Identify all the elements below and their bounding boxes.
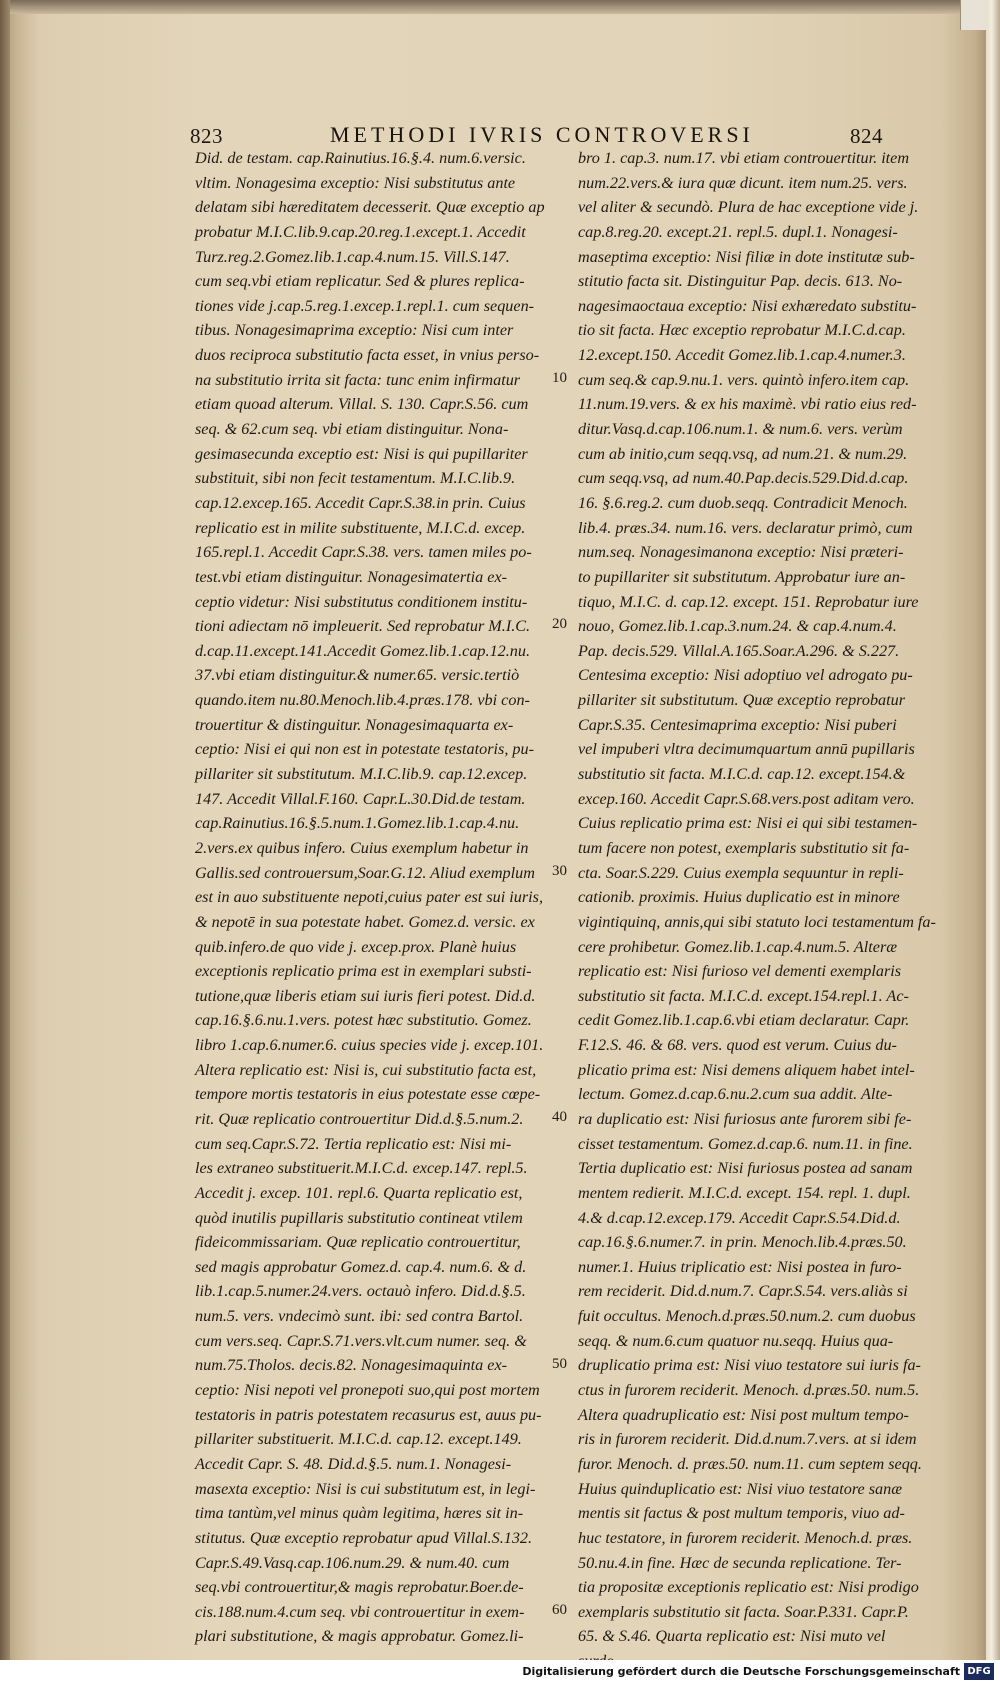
text-line: 37.vbi etiam distinguitur.& numer.65. versic.tertiò	[195, 666, 520, 685]
text-line: ra duplicatio est: Nisi furiosus ante furorem sibi fe-	[578, 1109, 912, 1128]
text-line: cap.16.§.6.nu.1.vers. potest hæc substitutio. Gomez.	[195, 1011, 532, 1030]
text-line: cationib. proximis. Huius duplicatio est in minore	[578, 888, 900, 907]
text-line: est in auo substituente nepoti,cuius pater est sui iuris,	[195, 888, 544, 907]
text-line: num.seq. Nonagesimanona exceptio: Nisi præteri-	[578, 543, 904, 562]
text-line: rit. Quæ replicatio controuertitur Did.d.§.5.num.2.	[195, 1109, 524, 1128]
text-line: exceptionis replicatio prima est in exemplari substi-	[195, 962, 532, 981]
digitization-footer	[0, 1660, 1000, 1684]
text-line: Altera replicatio est: Nisi is, cui substitutio facta est,	[195, 1060, 537, 1079]
text-line: 50.nu.4.in fine. Hæc de secunda replicatione. Ter-	[578, 1553, 902, 1572]
footer-credit-text: Digitalisierung gefördert durch die Deutsche Forschungsgemeinschaft	[522, 1665, 960, 1678]
text-line: ceptio videtur: Nisi substitutus conditionem institu-	[195, 592, 528, 611]
text-line: tio sit facta. Hæc exceptio reprobatur M.I.C.d.cap.	[578, 321, 906, 340]
text-line: F.12.S. 46. & 68. vers. quod est verum. Cuius du-	[578, 1036, 897, 1055]
text-line: num.5. vers. vndecimò sunt. ibi: sed contra Bartol.	[195, 1307, 524, 1326]
text-line: pillariter sit substitutum. M.I.C.lib.9. cap.12.excep.	[195, 765, 528, 784]
text-line: na substitutio irrita sit facta: tunc enim infirmatur	[195, 370, 521, 389]
text-line: bro 1. cap.3. num.17. vbi etiam controuertitur. item	[578, 149, 910, 167]
text-line: delatam sibi hæreditatem decesserit. Quæ exceptio ap	[195, 198, 545, 217]
text-line: num.22.vers.& iura quæ dicunt. item num.25. vers.	[578, 173, 908, 192]
page-right-edge	[986, 0, 1000, 1660]
text-line: etiam quoad alterum. Villal. S. 130. Capr.S.56. cum	[195, 395, 529, 414]
text-line: rem reciderit. Did.d.num.7. Capr.S.54. vers.aliàs si	[578, 1282, 908, 1301]
text-line: cap.12.excep.165. Accedit Capr.S.38.in prin. Cuius	[195, 493, 526, 512]
line-number: 20	[552, 616, 567, 633]
text-line: duos reciproca substitutio facta esset, in vnius perso-	[195, 346, 540, 365]
text-line: replicatio est: Nisi furioso vel dementi exemplaris	[578, 962, 902, 981]
text-line: quando.item nu.80.Menoch.lib.4.præs.178. vbi con-	[195, 691, 530, 710]
text-line: exemplaris substitutio sit facta. Soar.P.331. Capr.P.	[578, 1602, 909, 1621]
text-line: Huius quinduplicatio est: Nisi viuo testatore sanæ	[578, 1479, 903, 1498]
text-line: stitutus. Quæ exceptio reprobatur apud Villal.S.132.	[195, 1528, 533, 1547]
text-line: sed magis approbatur Gomez.d. cap.4. num.6. & d.	[195, 1257, 527, 1276]
text-line: ceptio: Nisi ei qui non est in potestate testatoris, pu-	[195, 740, 535, 759]
text-line: tioni adiectam nō impleuerit. Sed reprobatur M.I.C.	[195, 617, 531, 636]
text-line: cum seqq.vsq, ad num.40.Pap.decis.529.Did.d.cap.	[578, 469, 909, 488]
text-line: excep.160. Accedit Capr.S.68.vers.post aditam vero.	[578, 789, 915, 808]
text-line: 16. §.6.reg.2. cum duob.seqq. Contradicit Menoch.	[578, 493, 908, 512]
text-line: trouertitur & distinguitur. Nonagesimaquarta ex-	[195, 715, 514, 734]
text-line: cedit Gomez.lib.1.cap.6.vbi etiam declaratur. Capr.	[578, 1011, 910, 1030]
text-line: masexta exceptio: Nisi is cui substitutum est, in legi-	[195, 1479, 536, 1498]
text-line: cap.16.§.6.numer.7. in prin. Menoch.lib.4.præs.50.	[578, 1233, 907, 1252]
text-line: 11.num.19.vers. & ex his maximè. vbi ratio eius red-	[578, 395, 917, 414]
text-line: substitutio sit facta. M.I.C.d. cap.12. except.154.&	[578, 765, 906, 784]
text-line: test.vbi etiam distinguitur. Nonagesimatertia ex-	[195, 567, 508, 586]
text-line: mentem redierit. M.I.C.d. except. 154. repl. 1. dupl.	[578, 1183, 911, 1202]
text-line: seq.vbi controuertitur,& magis reprobatur.Boer.de-	[195, 1578, 524, 1597]
text-line: tibus. Nonagesimaprima exceptio: Nisi cum inter	[195, 321, 514, 340]
text-line: 147. Accedit Villal.F.160. Capr.L.30.Did.de testam.	[195, 789, 526, 808]
text-line: 4.& d.cap.12.excep.179. Accedit Capr.S.54.Did.d.	[578, 1208, 901, 1227]
left-text-column	[195, 146, 547, 1649]
text-line: furor. Menoch. d. præs.50. num.11. cum septem seqq.	[578, 1454, 922, 1473]
text-line: quòd inutilis pupillaris substitutio contineat vtilem	[195, 1208, 523, 1227]
text-line: 2.vers.ex quibus infero. Cuius exemplum habetur in	[195, 838, 529, 857]
text-line: gesimasecunda exceptio est: Nisi is qui pupillariter	[195, 444, 528, 463]
text-line: libro 1.cap.6.numer.6. cuius species vide j. excep.101.	[195, 1036, 544, 1055]
text-line: d.cap.11.except.141.Accedit Gomez.lib.1.cap.12.nu.	[195, 641, 531, 660]
text-line: Tertia duplicatio est: Nisi furiosus postea ad sanam	[578, 1159, 913, 1178]
text-line: plicatio prima est: Nisi demens aliquem habet intel-	[578, 1060, 915, 1079]
text-line: vigintiquinq, annis,qui sibi statuto loci testamentum fa-	[578, 912, 936, 931]
text-line: cta. Soar.S.229. Cuius exempla sequuntur in repli-	[578, 863, 904, 882]
text-line: 12.except.150. Accedit Gomez.lib.1.cap.4.numer.3.	[578, 346, 906, 365]
line-number: 50	[552, 1355, 567, 1372]
text-line: mentis sit factus & post multum temporis, viuo ad-	[578, 1504, 905, 1523]
text-line: ris in furorem reciderit. Did.d.num.7.vers. at si idem	[578, 1430, 917, 1449]
text-line: cum ab initio,cum seqq.vsq, ad num.21. & num.29.	[578, 444, 908, 463]
text-line: fuit occultus. Menoch.d.præs.50.num.2. cum duobus	[578, 1307, 916, 1326]
text-line: substituit, sibi non fecit testamentum. M.I.C.lib.9.	[195, 469, 516, 488]
text-line: les extraneo substituerit.M.I.C.d. excep.147. repl.5.	[195, 1159, 528, 1178]
text-line: huc testatore, in furorem reciderit. Menoch.d. præs.	[578, 1528, 913, 1547]
text-line: cum seq.vbi etiam replicatur. Sed & plures replica-	[195, 272, 525, 291]
text-line: tum facere non potest, exemplaris substitutio sit fa-	[578, 838, 910, 857]
text-line: tempore mortis testatoris in eius potestate esse cœpe-	[195, 1085, 541, 1104]
text-line: ceptio: Nisi nepoti vel pronepoti suo,qui post mortem	[195, 1381, 540, 1400]
text-line: 165.repl.1. Accedit Capr.S.38. vers. tamen miles po-	[195, 543, 532, 562]
text-line: ditur.Vasq.d.cap.106.num.1. & num.6. vers. verùm	[578, 420, 903, 439]
text-line: substitutio sit facta. M.I.C.d. except.154.repl.1. Ac-	[578, 986, 909, 1005]
text-line: Accedit j. excep. 101. repl.6. Quarta replicatio est,	[195, 1183, 523, 1202]
line-number: 40	[552, 1109, 567, 1126]
text-line: cap.Rainutius.16.§.5.num.1.Gomez.lib.1.cap.4.nu.	[195, 814, 520, 833]
text-line: Turz.reg.2.Gomez.lib.1.cap.4.num.15. Vill.S.147.	[195, 247, 510, 266]
text-line: vel impuberi vltra decimumquartum annū pupillaris	[578, 740, 915, 759]
text-line: stitutio facta sit. Distinguitur Pap. decis. 613. No-	[578, 272, 903, 291]
text-line: tutione,quæ liberis etiam sui iuris fieri potest. Did.d.	[195, 986, 536, 1005]
text-line: Did. de testam. cap.Rainutius.16.§.4. num.6.versic.	[195, 149, 526, 167]
text-line: quib.infero.de quo vide j. excep.prox. Planè huius	[195, 937, 517, 956]
text-line: tima tantùm,vel minus quàm legitima, hæres sit in-	[195, 1504, 524, 1523]
right-text-column	[578, 146, 936, 1674]
text-line: cum vers.seq. Capr.S.71.vers.vlt.cum numer. seq. &	[195, 1331, 527, 1350]
text-line: lib.1.cap.5.numer.24.vers. octauò infero. Did.d.§.5.	[195, 1282, 526, 1301]
line-number: 60	[552, 1602, 567, 1619]
line-number: 30	[552, 862, 567, 879]
text-line: cum seq.& cap.9.nu.1. vers. quintò infero.item cap.	[578, 370, 910, 389]
text-line: vltim. Nonagesima exceptio: Nisi substitutus ante	[195, 173, 516, 192]
folio-left: 823	[190, 124, 223, 148]
text-line: lectum. Gomez.d.cap.6.nu.2.cum sua addit. Alte-	[578, 1085, 893, 1104]
text-line: nouo, Gomez.lib.1.cap.3.num.24. & cap.4.num.4.	[578, 617, 897, 636]
text-line: tia propositæ exceptionis replicatio est: Nisi prodigo	[578, 1578, 919, 1597]
page-gutter-edge	[0, 0, 10, 1660]
text-line: pillariter substituerit. M.I.C.d. cap.12. except.149.	[195, 1430, 522, 1449]
text-line: Gallis.sed controuersum,Soar.G.12. Aliud exemplum	[195, 863, 535, 882]
text-line: Pap. decis.529. Villal.A.165.Soar.A.296. & S.227.	[578, 641, 900, 660]
text-line: fideicommissariam. Quæ replicatio controuertitur,	[195, 1233, 521, 1252]
text-line: Capr.S.35. Centesimaprima exceptio: Nisi puberi	[578, 715, 897, 734]
text-line: seqq. & num.6.cum quatuor nu.seqq. Huius qua-	[578, 1331, 894, 1350]
page-top-edge	[0, 0, 1000, 14]
text-line: replicatio est in milite substituente, M.I.C.d. excep.	[195, 518, 526, 537]
text-line: seq. & 62.cum seq. vbi etiam distinguitur. Nona-	[195, 420, 509, 439]
text-line: nagesimaoctaua exceptio: Nisi exhæredato substitu-	[578, 296, 917, 315]
text-line: Accedit Capr. S. 48. Did.d.§.5. num.1. Nonagesi-	[195, 1454, 512, 1473]
text-line: testatoris in patris potestatem recasurus est, auus pu-	[195, 1405, 542, 1424]
text-line: num.75.Tholos. decis.82. Nonagesimaquinta ex-	[195, 1356, 508, 1375]
text-line: plari substitutione, & magis approbatur. Gomez.li-	[195, 1627, 524, 1646]
text-line: numer.1. Huius triplicatio est: Nisi postea in furo-	[578, 1257, 902, 1276]
text-line: to pupillariter sit substitutum. Approbatur iure an-	[578, 567, 906, 586]
text-line: vel aliter & secundò. Plura de hac exceptione vide j.	[578, 198, 919, 217]
text-line: cap.8.reg.20. except.21. repl.5. dupl.1. Nonagesi-	[578, 222, 898, 241]
text-line: druplicatio prima est: Nisi viuo testatore sui iuris fa-	[578, 1356, 921, 1375]
text-line: 65. & S.46. Quarta replicatio est: Nisi muto vel	[578, 1627, 886, 1646]
text-line: ctus in furorem reciderit. Menoch. d.præs.50. num.5.	[578, 1381, 920, 1400]
text-line: lib.4. præs.34. num.16. vers. declaratur primò, cum	[578, 518, 913, 537]
text-line: Altera quadruplicatio est: Nisi post multum tempo-	[578, 1405, 909, 1424]
text-line: pillariter sit substitutum. Quæ exceptio reprobatur	[578, 691, 906, 710]
text-line: tiquo, M.I.C. d. cap.12. except. 151. Reprobatur iure	[578, 592, 919, 611]
folio-right: 824	[850, 124, 883, 148]
text-line: cum seq.Capr.S.72. Tertia replicatio est: Nisi mi-	[195, 1134, 512, 1153]
text-line: tiones vide j.cap.5.reg.1.excep.1.repl.1. cum sequen-	[195, 296, 535, 315]
text-line: cis.188.num.4.cum seq. vbi controuertitur in exem-	[195, 1602, 525, 1621]
text-line: cisset testamentum. Gomez.d.cap.6. num.11. in fine.	[578, 1134, 913, 1153]
text-line: Capr.S.49.Vasq.cap.106.num.29. & num.40. cum	[195, 1553, 510, 1572]
text-line: Centesima exceptio: Nisi adoptiuo vel adrogato pu-	[578, 666, 913, 685]
text-line: probatur M.I.C.lib.9.cap.20.reg.1.except.1. Accedit	[195, 222, 526, 241]
text-line: & nepotē in sua potestate habet. Gomez.d. versic. ex	[195, 912, 535, 931]
text-line: Cuius replicatio prima est: Nisi ei qui sibi testamen-	[578, 814, 918, 833]
text-line: cere prohibetur. Gomez.lib.1.cap.4.num.5. Alteræ	[578, 937, 898, 956]
color-reference-tab	[960, 0, 987, 30]
running-title: METHODI IVRIS CONTROVERSI	[330, 122, 754, 147]
text-line: maseptima exceptio: Nisi filiæ in dote institutæ sub-	[578, 247, 915, 266]
dfg-logo: DFG	[964, 1663, 994, 1680]
line-number: 10	[552, 369, 567, 386]
